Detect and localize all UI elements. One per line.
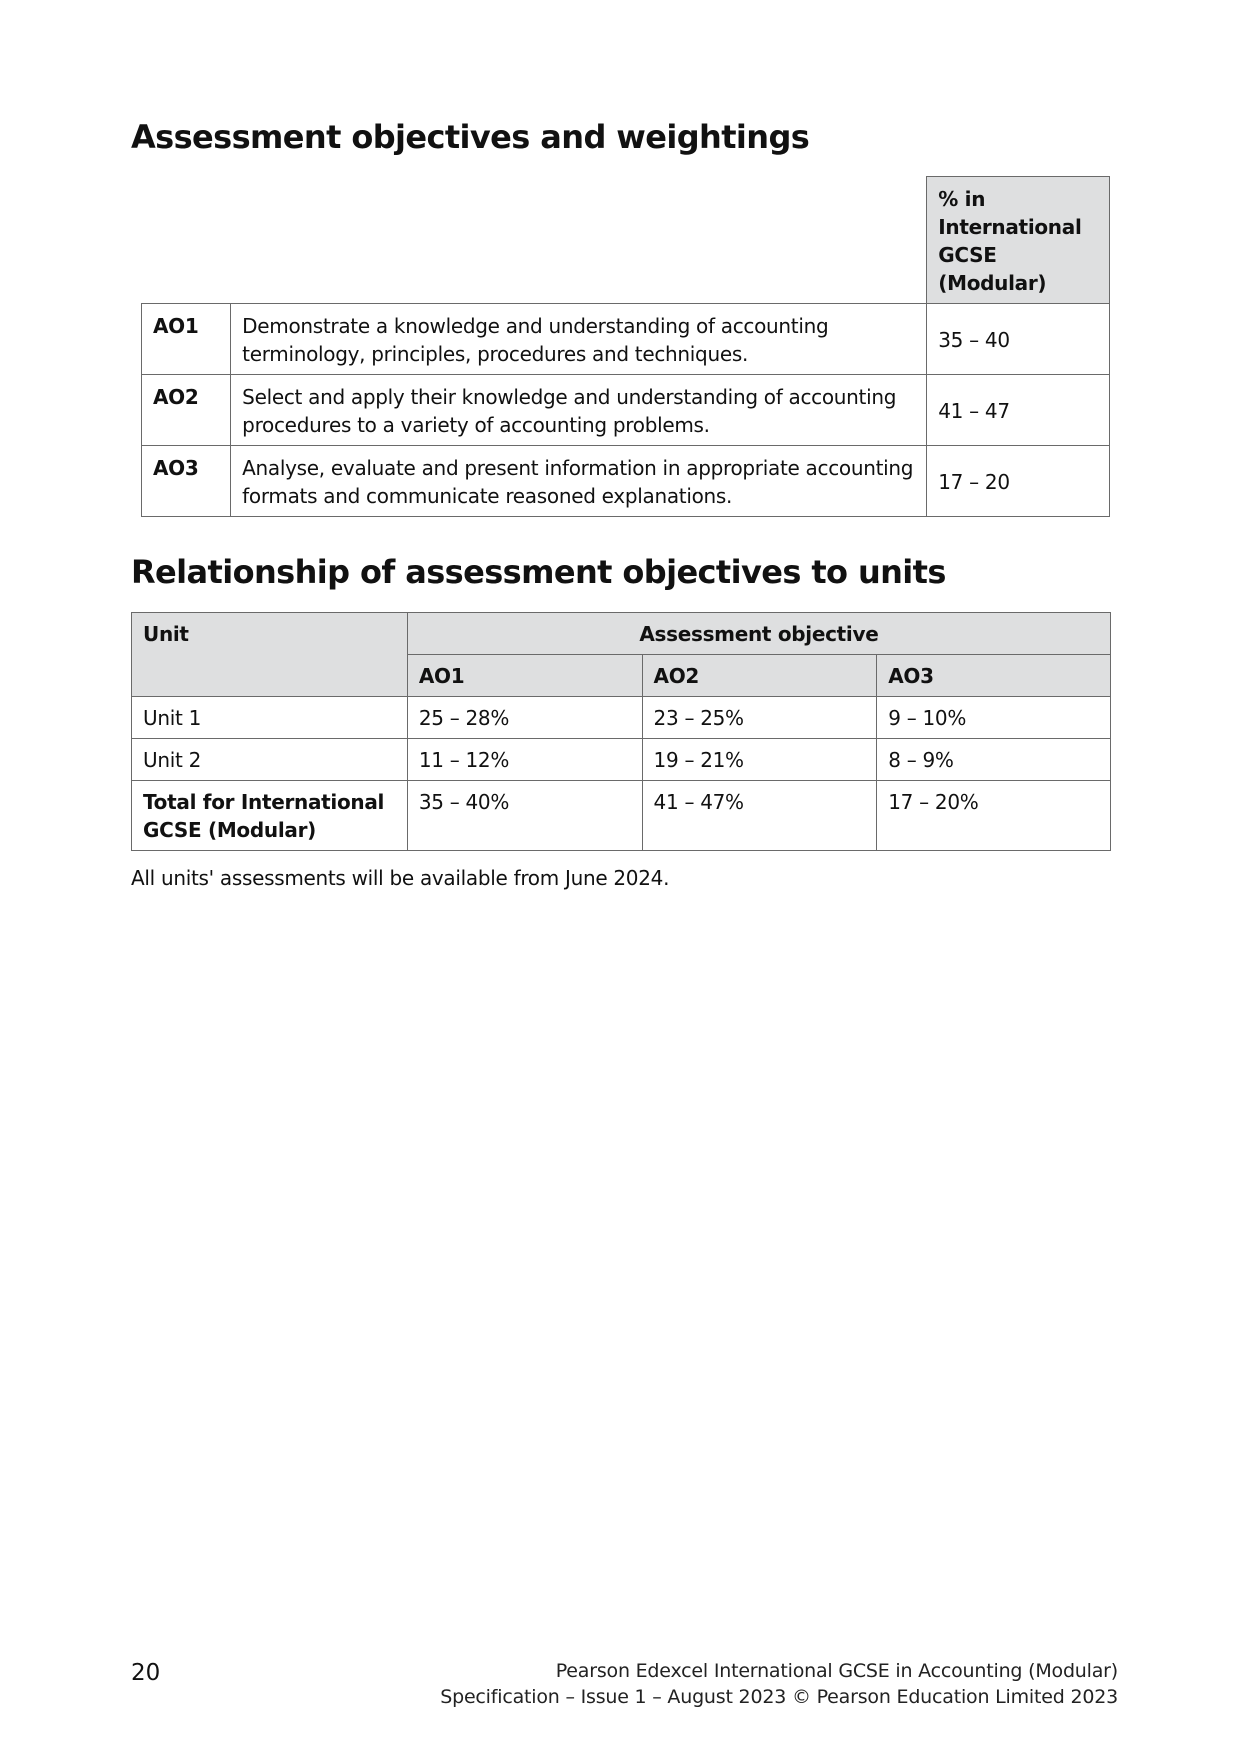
ao1-column-header: AO1 bbox=[407, 655, 642, 697]
ao-description: Select and apply their knowledge and understanding of accounting procedures to a variety of accounting problems. bbox=[231, 375, 927, 446]
units-table bbox=[131, 612, 1111, 851]
table-header-row bbox=[132, 613, 1111, 655]
ao2-column-header: AO2 bbox=[642, 655, 877, 697]
ao3-value: 8 – 9% bbox=[877, 739, 1111, 781]
unit-name-total: Total for International GCSE (Modular) bbox=[132, 781, 408, 851]
section-heading-weightings: Assessment objectives and weightings bbox=[131, 118, 810, 156]
ao1-value: 11 – 12% bbox=[407, 739, 642, 781]
ao1-value: 25 – 28% bbox=[407, 697, 642, 739]
weightings-table bbox=[141, 176, 1110, 517]
ao-code: AO1 bbox=[142, 304, 231, 375]
page-number: 20 bbox=[131, 1660, 161, 1686]
assessment-objective-group-header: Assessment objective bbox=[407, 613, 1110, 655]
ao-percent: 17 – 20 bbox=[927, 446, 1110, 517]
table-row bbox=[132, 739, 1111, 781]
unit-name: Unit 2 bbox=[132, 739, 408, 781]
table-row bbox=[132, 781, 1111, 851]
ao3-column-header: AO3 bbox=[877, 655, 1111, 697]
footer-title-line: Pearson Edexcel International GCSE in Accounting (Modular) bbox=[555, 1660, 1118, 1682]
ao1-value: 35 – 40% bbox=[407, 781, 642, 851]
percent-column-header: % in International GCSE (Modular) bbox=[927, 177, 1110, 304]
ao-description: Analyse, evaluate and present information in appropriate accounting formats and communicate reasoned explanations. bbox=[231, 446, 927, 517]
table-row bbox=[142, 304, 1110, 375]
ao-percent: 41 – 47 bbox=[927, 375, 1110, 446]
table-row bbox=[142, 446, 1110, 517]
table-row bbox=[132, 697, 1111, 739]
ao3-value: 17 – 20% bbox=[877, 781, 1111, 851]
ao-description: Demonstrate a knowledge and understanding of accounting terminology, principles, procedures and techniques. bbox=[231, 304, 927, 375]
ao3-value: 9 – 10% bbox=[877, 697, 1111, 739]
ao2-value: 23 – 25% bbox=[642, 697, 877, 739]
unit-column-header: Unit bbox=[132, 613, 408, 697]
footer-spec-line: Specification – Issue 1 – August 2023 © Pearson Education Limited 2023 bbox=[440, 1686, 1118, 1708]
ao2-value: 19 – 21% bbox=[642, 739, 877, 781]
table-header-row bbox=[142, 177, 1110, 304]
availability-note: All units' assessments will be available from June 2024. bbox=[131, 866, 670, 890]
table-row bbox=[142, 375, 1110, 446]
ao2-value: 41 – 47% bbox=[642, 781, 877, 851]
section-heading-relationship: Relationship of assessment objectives to units bbox=[131, 553, 946, 591]
ao-code: AO3 bbox=[142, 446, 231, 517]
ao-code: AO2 bbox=[142, 375, 231, 446]
ao-percent: 35 – 40 bbox=[927, 304, 1110, 375]
footer-publication-info bbox=[440, 1658, 1118, 1710]
unit-name: Unit 1 bbox=[132, 697, 408, 739]
